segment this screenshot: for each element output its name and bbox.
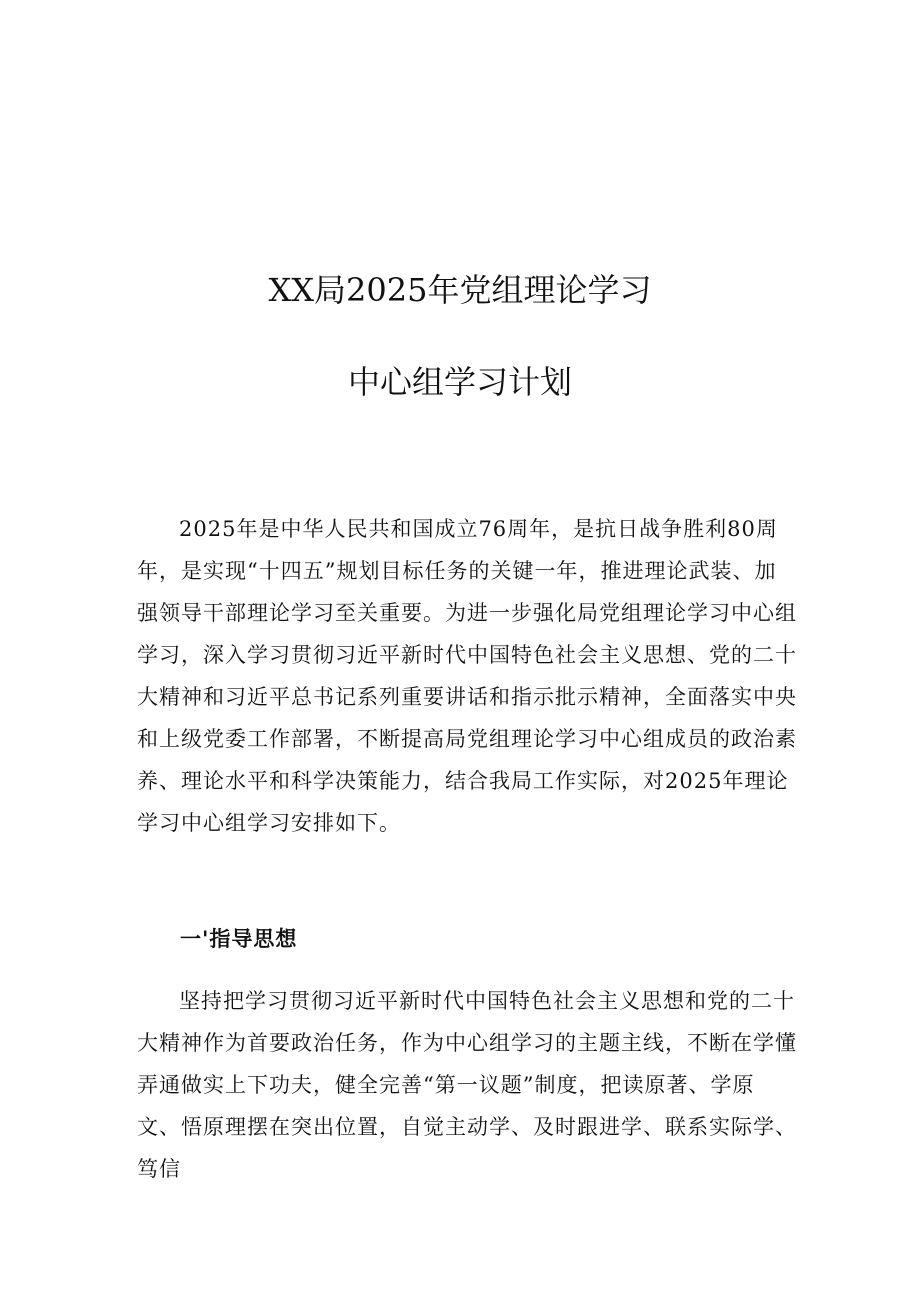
document-title-line-2: 中心组学习计划 [347, 363, 572, 401]
body-paragraph-1: 2025年是中华人民共和国成立76周年，是抗日战争胜利80周年，是实现“十四五”规划目标任务的关键一年，推进理论武装、加强领导干部理论学习至关重要。为进一步强化局党组理论学习中心组学习，深入学习贯彻习近平新时代中国特色社会主义思想、党的二十大精神和习近平总书记系列重要讲话和指示批示精神，全面落实中央和上级党委工作部署，不断提高局党组理论学习中心组成员的政治素养、理论水平和科学决策能力，结合我局工作实际，对2025年理论学习中心组学习安排如下。 [137, 517, 797, 835]
body-paragraph-2: 坚持把学习贯彻习近平新时代中国特色社会主义思想和党的二十大精神作为首要政治任务，作为中心组学习的主题主线，不断在学懂弄通做实上下功夫，健全完善“第一议题”制度，把读原著、学原文、悟原理摆在突出位置，自觉主动学、及时跟进学、联系实际学、笃信 [137, 989, 797, 1181]
section-heading-guiding-thought: 一'指导思想 [180, 926, 298, 951]
document-title-line-1: XX局2025年党组理论学习 [268, 271, 652, 309]
